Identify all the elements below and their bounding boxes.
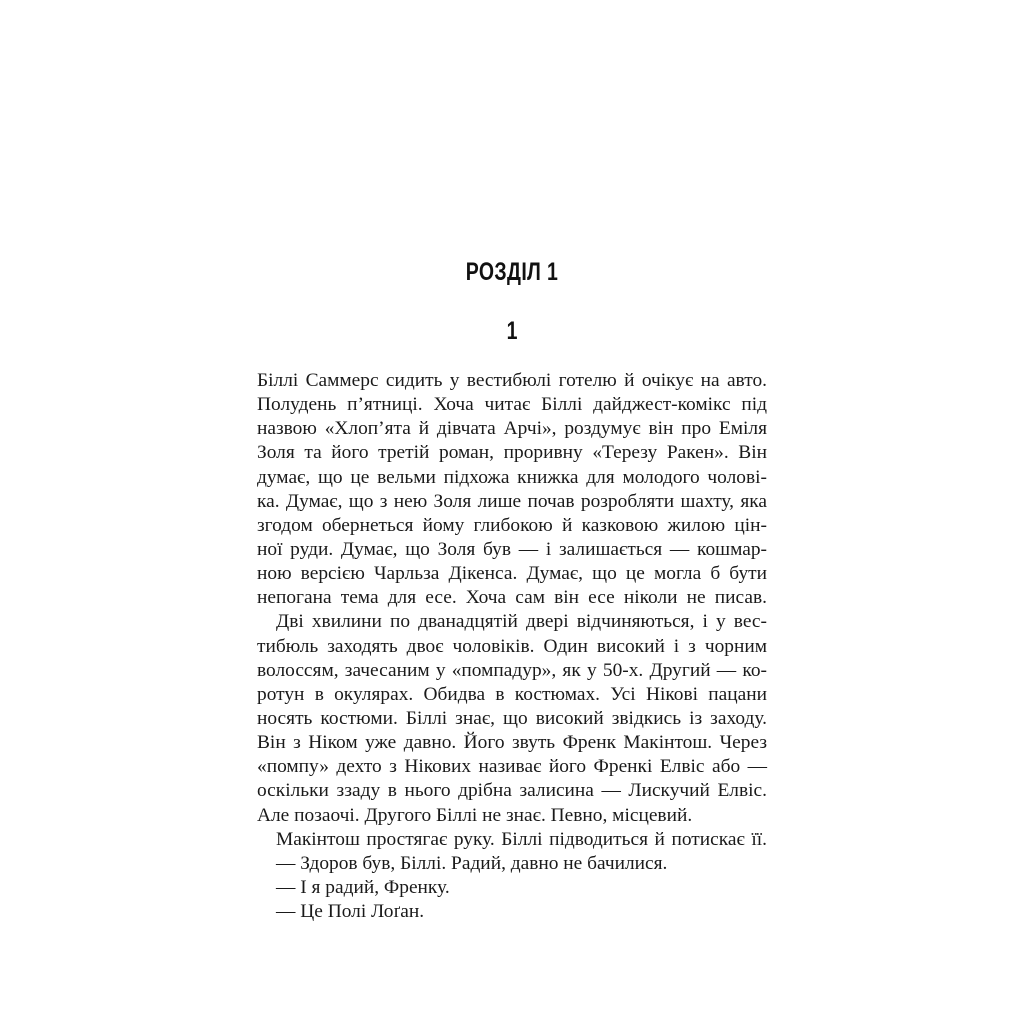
text-line: Біллі Саммерс сидить у вестибюлі готелю й очікує на авто. xyxy=(257,370,767,391)
text-line: Але позаочі. Другого Біллі не знає. Певно, місцевий. xyxy=(257,804,693,826)
text-line: ної руди. Думає, що Золя був — і залишається — кошмар- xyxy=(257,538,767,560)
text-line: думає, що це вельми підхожа книжка для молодого чолові- xyxy=(257,466,767,488)
text-line: — Здоров був, Біллі. Радий, давно не бачилися. xyxy=(276,852,668,874)
text-line: «помпу» дехто з Нікових називає його Френкі Елвіс або — xyxy=(257,756,767,778)
dialogue-line xyxy=(257,852,767,876)
text-line: ною версією Чарльза Дікенса. Думає, що це могла б бути xyxy=(257,563,767,585)
body-text xyxy=(257,369,767,924)
chapter-title: РОЗДІЛ 1 xyxy=(465,258,559,286)
text-line: Полудень п’ятниці. Хоча читає Біллі дайджест-комікс під xyxy=(257,394,767,416)
text-line: оскільки ззаду в нього дрібна залисина — Лискучий Елвіс. xyxy=(257,780,767,802)
text-line: Він з Ніком уже давно. Його звуть Френк Макінтош. Через xyxy=(257,732,767,754)
text-line: — Це Полі Лоґан. xyxy=(276,901,425,923)
text-line: Дві хвилини по дванадцятій двері відчиняються, і у вес- xyxy=(276,611,767,633)
text-line: носять костюми. Біллі знає, що високий звідкись із заходу. xyxy=(257,707,767,729)
text-line: Макінтош простягає руку. Біллі підводиться й потискає її. xyxy=(276,828,767,850)
dialogue-line xyxy=(257,900,767,924)
dialogue-line xyxy=(257,876,767,900)
text-line: ка. Думає, що з нею Золя лише почав розробляти шахту, яка xyxy=(257,490,767,512)
text-line: згодом обернеться йому глибокою й казковою жилою цін- xyxy=(257,514,767,536)
text-line: — І я радий, Френку. xyxy=(276,876,450,898)
text-line: волоссям, зачесаним у «помпадур», як у 50-х. Другий — ко- xyxy=(257,659,767,681)
section-number: 1 xyxy=(506,317,518,345)
paragraph xyxy=(257,610,767,827)
paragraph xyxy=(257,828,767,852)
text-line: Золя та його третій роман, проривну «Терезу Ракен». Він xyxy=(257,442,767,464)
text-line: тибюль заходять двоє чоловіків. Один високий і з чорним xyxy=(257,635,767,657)
text-line: назвою «Хлоп’ята й дівчата Арчі», роздумує він про Еміля xyxy=(257,418,767,440)
text-line: ротун в окулярах. Обидва в костюмах. Усі Нікові пацани xyxy=(257,683,767,705)
text-line: непогана тема для есе. Хоча сам він есе ніколи не писав. xyxy=(257,587,767,609)
paragraph xyxy=(257,369,767,610)
